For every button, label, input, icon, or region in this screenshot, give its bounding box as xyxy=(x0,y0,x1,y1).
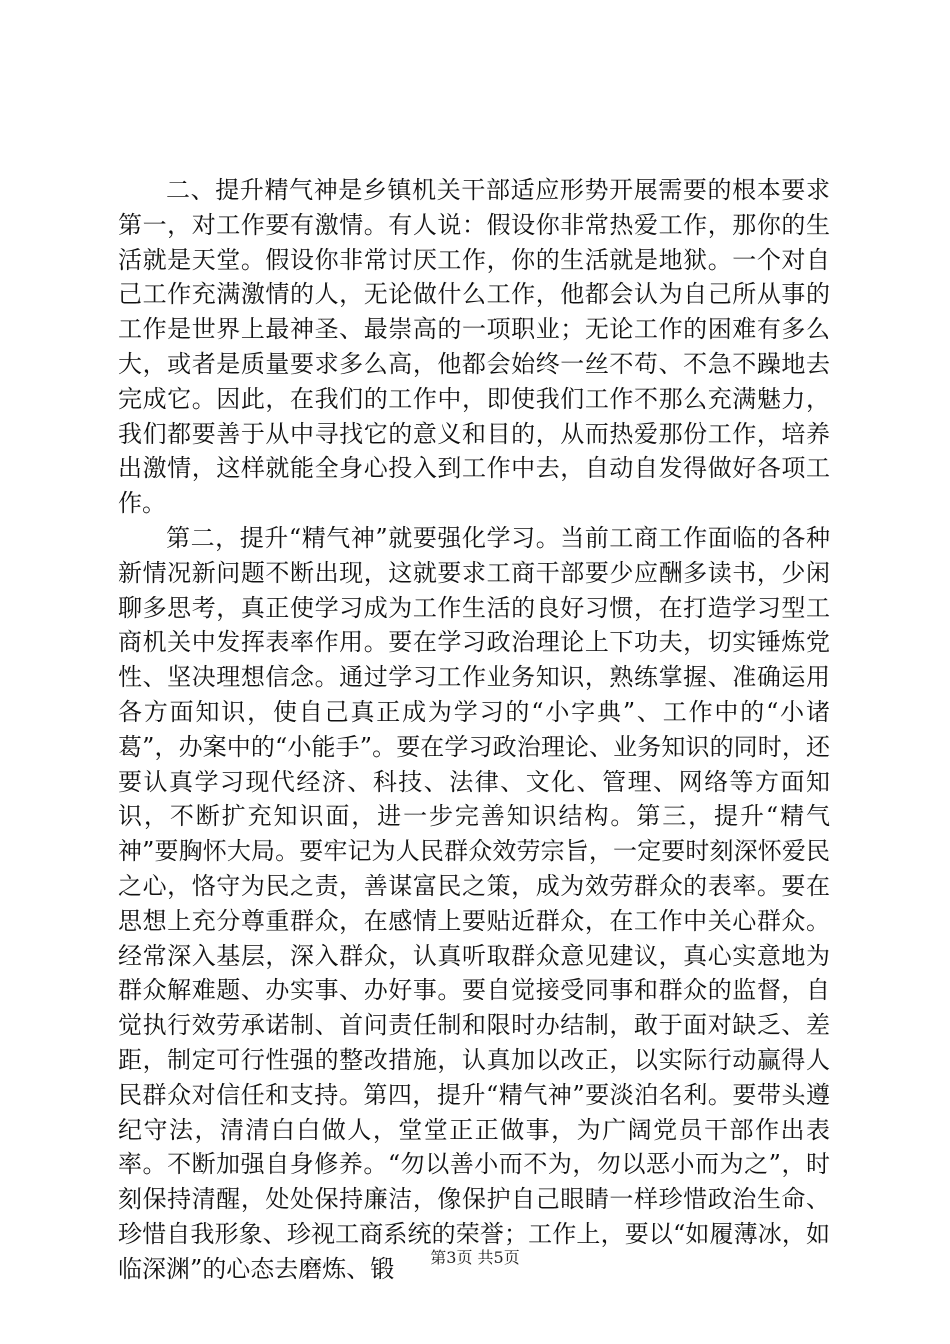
document-body xyxy=(118,173,830,1287)
paragraph: 第二，提升“精气神”就要强化学习。当前工商工作面临的各种新情况新问题不断出现，这就要求工商干部要少应酬多读书，少闲聊多思考，真正使学习成为工作生活的良好习惯，在打造学习型工商机关中发挥表率作用。要在学习政治理论上下功夫，切实锤炼党性、坚决理想信念。通过学习工作业务知识，熟练掌握、准确运用各方面知识，使自己真正成为学习的“小字典”、工作中的“小诸葛”，办案中的“小能手”。要在学习政治理论、业务知识的同时，还要认真学习现代经济、科技、法律、文化、管理、网络等方面知识，不断扩充知识面，进一步完善知识结构。第三，提升“精气神”要胸怀大局。要牢记为人民群众效劳宗旨，一定要时刻深怀爱民之心，恪守为民之责，善谋富民之策，成为效劳群众的表率。要在思想上充分尊重群众，在感情上要贴近群众，在工作中关心群众。经常深入基层，深入群众，认真听取群众意见建议，真心实意地为群众解难题、办实事、办好事。要自觉接受同事和群众的监督，自觉执行效劳承诺制、首问责任制和限时办结制，敢于面对缺乏、差距，制定可行性强的整改措施，认真加以改正，以实际行动赢得人民群众对信任和支持。第四，提升“精气神”要淡泊名利。要带头遵纪守法，清清白白做人，堂堂正正做事，为广阔党员干部作出表率。不断加强自身修养。“勿以善小而不为，勿以恶小而为之”，时刻保持清醒，处处保持廉洁，像保护自己眼睛一样珍惜政治生命、珍惜自我形象、珍视工商系统的荣誉；工作上，要以“如履薄冰，如临深渊”的心态去磨炼、锻 xyxy=(118,523,830,1283)
paragraph: 二、提升精气神是乡镇机关干部适应形势开展需要的根本要求第一，对工作要有激情。有人说：假设你非常热爱工作，那你的生活就是天堂。假设你非常讨厌工作，你的生活就是地狱。一个对自己工作充满激情的人，无论做什么工作，他都会认为自己所从事的工作是世界上最神圣、最崇高的一项职业；无论工作的困难有多么大，或者是质量要求多么高，他都会始终一丝不苟、不急不躁地去完成它。因此，在我们的工作中，即使我们工作不那么充满魅力，我们都要善于从中寻找它的意义和目的，从而热爱那份工作，培养出激情，这样就能全身心投入到工作中去，自动自发得做好各项工作。 xyxy=(118,176,830,518)
page-number-footer: 第3页 共5页 xyxy=(430,1248,520,1267)
